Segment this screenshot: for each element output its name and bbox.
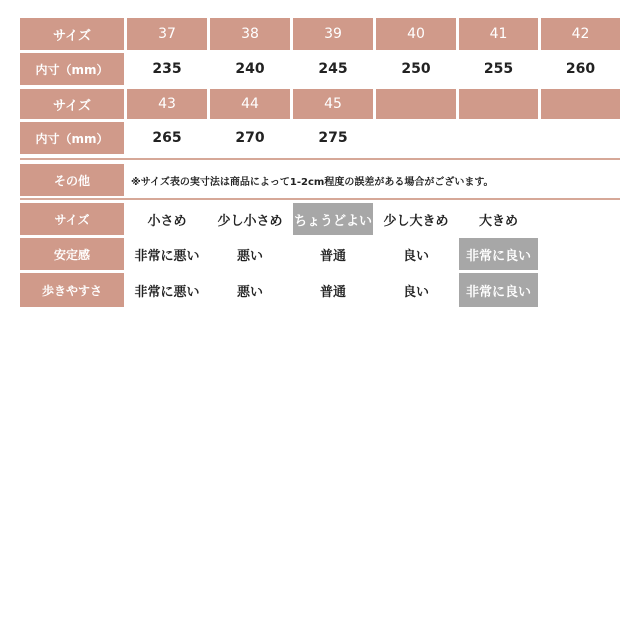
inner-length-label: 内寸（mm） [20, 122, 124, 154]
walkability-option: 普通 [319, 284, 346, 300]
fit-size-option: 大きめ [478, 213, 518, 229]
inner-length-cell: 240 [235, 61, 265, 77]
size-header-label: サイズ [20, 89, 124, 119]
size-cell-43: 43 [127, 89, 207, 119]
stability-label: 安定感 [20, 238, 124, 270]
size-cell-41: 41 [459, 18, 538, 50]
fit-size-option: 少し大きめ [383, 213, 449, 229]
empty-size-cell [459, 89, 538, 119]
fit-size-label: サイズ [20, 203, 124, 235]
stability-option-selected: 非常に良い [459, 238, 538, 270]
walkability-option: 良い [402, 284, 429, 300]
fit-size-option: 少し小さめ [217, 213, 283, 229]
inner-length-cell: 265 [152, 130, 182, 146]
empty-size-cell [376, 89, 456, 119]
inner-length-cell: 275 [318, 130, 348, 146]
inner-length-label: 内寸（mm） [20, 53, 124, 85]
divider-line [20, 158, 620, 160]
size-cell-40: 40 [376, 18, 456, 50]
walkability-option: 悪い [236, 284, 263, 300]
size-cell-38: 38 [210, 18, 290, 50]
inner-length-cell: 260 [565, 61, 596, 77]
stability-option: 良い [402, 248, 429, 264]
walkability-option: 非常に悪い [134, 284, 200, 300]
size-cell-45: 45 [293, 89, 373, 119]
inner-length-cell: 270 [235, 130, 265, 146]
stability-option: 普通 [319, 248, 346, 264]
size-cell-39: 39 [293, 18, 373, 50]
other-label: その他 [20, 164, 124, 196]
size-cell-42: 42 [541, 18, 620, 50]
stability-option: 非常に悪い [134, 248, 200, 264]
inner-length-cell: 250 [401, 61, 431, 77]
stability-option: 悪い [236, 248, 263, 264]
size-cell-44: 44 [210, 89, 290, 119]
fit-size-option-selected: ちょうどよい [293, 203, 373, 235]
size-header-label: サイズ [20, 18, 124, 50]
size-cell-37: 37 [127, 18, 207, 50]
walkability-label: 歩きやすさ [20, 273, 124, 307]
inner-length-cell: 235 [152, 61, 182, 77]
inner-length-cell: 245 [318, 61, 348, 77]
empty-size-cell [541, 89, 620, 119]
walkability-option-selected: 非常に良い [459, 273, 538, 307]
size-note: ※サイズ表の実寸法は商品によって1-2cm程度の誤差がある場合がございます。 [131, 176, 494, 188]
inner-length-cell: 255 [483, 61, 514, 77]
fit-size-option: 小さめ [147, 213, 187, 229]
divider-line [20, 198, 620, 200]
